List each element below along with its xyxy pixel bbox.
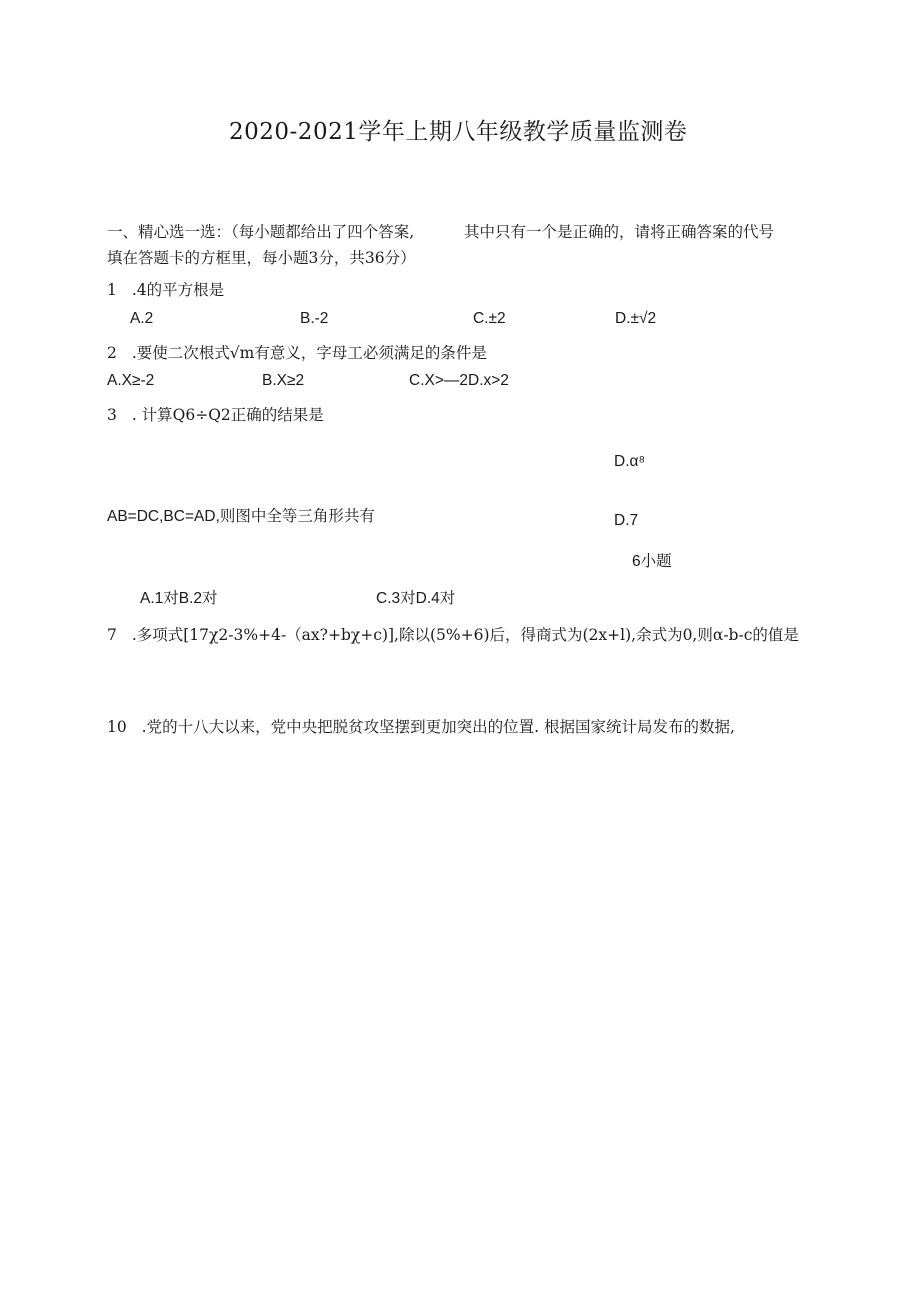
page-title: 2020-2021学年上期八年级教学质量监测卷 xyxy=(229,119,688,145)
question-2 xyxy=(107,341,487,363)
question-1-number: 1 xyxy=(107,281,117,299)
question-3-number: 3 xyxy=(107,406,117,424)
question-1-option-c: C.±2 xyxy=(473,310,506,327)
question-7 xyxy=(107,623,799,645)
fragment-6-questions: 6小题 xyxy=(632,553,672,570)
section-instruction-part1: （每小题都给出了四个答案, xyxy=(231,223,415,241)
question-10-number: 10 xyxy=(107,718,127,736)
section-heading-label: 一、精心选一选： xyxy=(107,223,232,241)
question-1-stem: .4的平方根是 xyxy=(131,281,225,299)
question-2-option-b: B.X≥2 xyxy=(262,372,305,389)
question-7-number: 7 xyxy=(107,626,117,644)
question-1 xyxy=(107,278,224,300)
question-10-stem: .党的十八大以来，党中央把脱贫攻坚摆到更加突出的位置. 根据国家统计局发布的数据, xyxy=(141,718,735,736)
section-instruction-part3: 填在答题卡的方框里，每小题3分，共36分） xyxy=(107,249,416,267)
fragment-option-d7: D.7 xyxy=(614,512,639,529)
question-10 xyxy=(107,715,735,737)
question-1-option-d: D.±√2 xyxy=(615,310,657,327)
triangle-question-options-cd: C.3对D.4对 xyxy=(376,590,456,607)
question-3-stem: . 计算Q6÷Q2正确的结果是 xyxy=(131,406,324,424)
question-2-stem: .要使二次根式√m有意义，字母工必须满足的条件是 xyxy=(131,344,487,362)
question-1-option-b: B.-2 xyxy=(300,310,329,327)
question-2-option-cd: C.X>—2D.x>2 xyxy=(409,372,509,389)
question-3-option-d: D.α⁸ xyxy=(614,453,645,470)
question-7-stem: .多项式[17χ2-3%+4-（ax?+bχ+c)],除以(5%+6)后，得商式为(2x+l),余式为0,则α-b-c的值是 xyxy=(131,626,799,644)
section-heading xyxy=(107,220,414,242)
question-2-option-a: A.X≥-2 xyxy=(107,372,155,389)
triangle-question-options-ab: A.1对B.2对 xyxy=(140,590,218,607)
question-2-number: 2 xyxy=(107,344,117,362)
section-instruction-part2: 其中只有一个是正确的，请将正确答案的代号 xyxy=(464,223,775,241)
question-1-option-a: A.2 xyxy=(130,310,154,327)
question-3 xyxy=(107,403,324,425)
triangle-question-stem: AB=DC,BC=AD,则图中全等三角形共有 xyxy=(107,508,375,525)
